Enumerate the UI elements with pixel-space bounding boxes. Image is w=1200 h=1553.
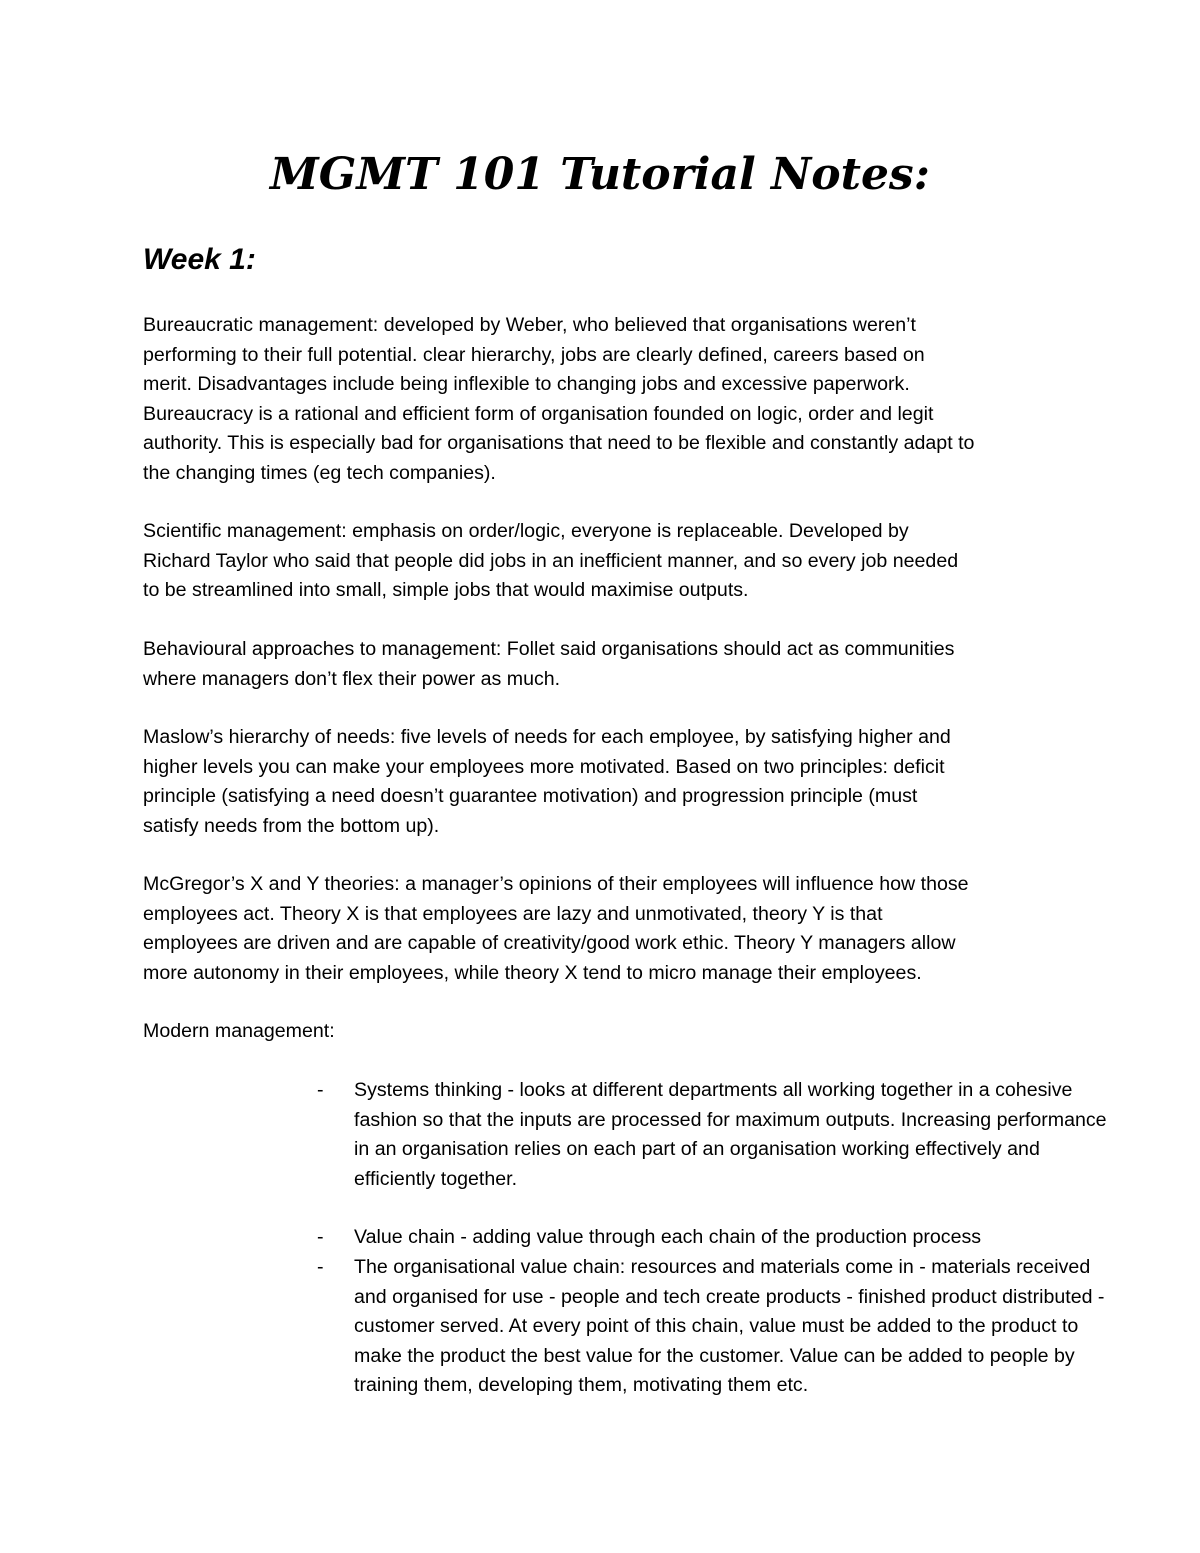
- text-line: Systems thinking - looks at different departments all working together in a cohesive: [354, 1079, 1073, 1101]
- bullet-dash: -: [317, 1079, 324, 1101]
- text-line: where managers don’t flex their power as much.: [143, 667, 561, 690]
- text-line: principle (satisfying a need doesn’t guarantee motivation) and progression principle (must: [143, 785, 918, 808]
- text-line: and organised for use - people and tech create products - finished product distributed -: [354, 1285, 1105, 1308]
- text-line: fashion so that the inputs are processed for maximum outputs. Increasing performance: [354, 1108, 1107, 1131]
- bullet-text: [354, 1223, 981, 1253]
- text-line: the changing times (eg tech companies).: [143, 461, 496, 484]
- bullet-dash: -: [317, 1256, 324, 1278]
- week-heading: Week 1:: [143, 243, 256, 276]
- paragraph-modern-management: [143, 1017, 1073, 1047]
- text-line: The organisational value chain: resources and materials come in - materials received: [354, 1256, 1091, 1278]
- text-line: Scientific management: emphasis on order/logic, everyone is replaceable. Developed by: [143, 520, 909, 542]
- text-line: training them, developing them, motivating them etc.: [354, 1374, 809, 1397]
- bullet-text: [354, 1253, 1104, 1401]
- text-line: in an organisation relies on each part of an organisation working effectively and: [354, 1138, 1040, 1161]
- text-line: satisfy needs from the bottom up).: [143, 814, 440, 837]
- text-line: Bureaucratic management: developed by Weber, who believed that organisations weren’t: [143, 314, 916, 336]
- text-line: authority. This is especially bad for organisations that need to be flexible and constantly adapt to: [143, 432, 975, 455]
- text-line: Bureaucracy is a rational and efficient form of organisation founded on logic, order and legit: [143, 402, 934, 425]
- paragraph-mcgregor: [143, 870, 1073, 988]
- text-line: performing to their full potential. clear hierarchy, jobs are clearly defined, careers based on: [143, 343, 925, 366]
- bullet-text: [354, 1076, 1107, 1194]
- text-line: efficiently together.: [354, 1167, 518, 1190]
- paragraph-behavioural: [143, 635, 1073, 694]
- paragraph-bureaucratic: [143, 311, 1073, 489]
- text-line: Modern management:: [143, 1020, 335, 1042]
- paragraph-maslow: [143, 723, 1073, 841]
- text-line: Behavioural approaches to management: Follet said organisations should act as communities: [143, 638, 955, 660]
- text-line: Maslow’s hierarchy of needs: five levels of needs for each employee, by satisfying higher and: [143, 726, 951, 748]
- text-line: employees are driven and are capable of creativity/good work ethic. Theory Y managers allow: [143, 932, 956, 955]
- text-line: merit. Disadvantages include being inflexible to changing jobs and excessive paperwork.: [143, 373, 910, 396]
- document-title: MGMT 101 Tutorial Notes:: [270, 149, 930, 200]
- text-line: more autonomy in their employees, while theory X tend to micro manage their employees.: [143, 961, 922, 984]
- text-line: make the product the best value for the customer. Value can be added to people by: [354, 1344, 1075, 1367]
- text-line: employees act. Theory X is that employees are lazy and unmotivated, theory Y is that: [143, 902, 883, 925]
- text-line: higher levels you can make your employees more motivated. Based on two principles: deficit: [143, 755, 945, 778]
- paragraph-scientific: [143, 517, 1073, 606]
- bullet-dash: -: [317, 1226, 324, 1248]
- text-line: Value chain - adding value through each chain of the production process: [354, 1226, 982, 1248]
- text-line: to be streamlined into small, simple jobs that would maximise outputs.: [143, 579, 749, 602]
- text-line: McGregor’s X and Y theories: a manager’s opinions of their employees will influence how those: [143, 873, 969, 895]
- text-line: customer served. At every point of this chain, value must be added to the product to: [354, 1315, 1079, 1338]
- text-line: Richard Taylor who said that people did jobs in an inefficient manner, and so every job needed: [143, 549, 959, 572]
